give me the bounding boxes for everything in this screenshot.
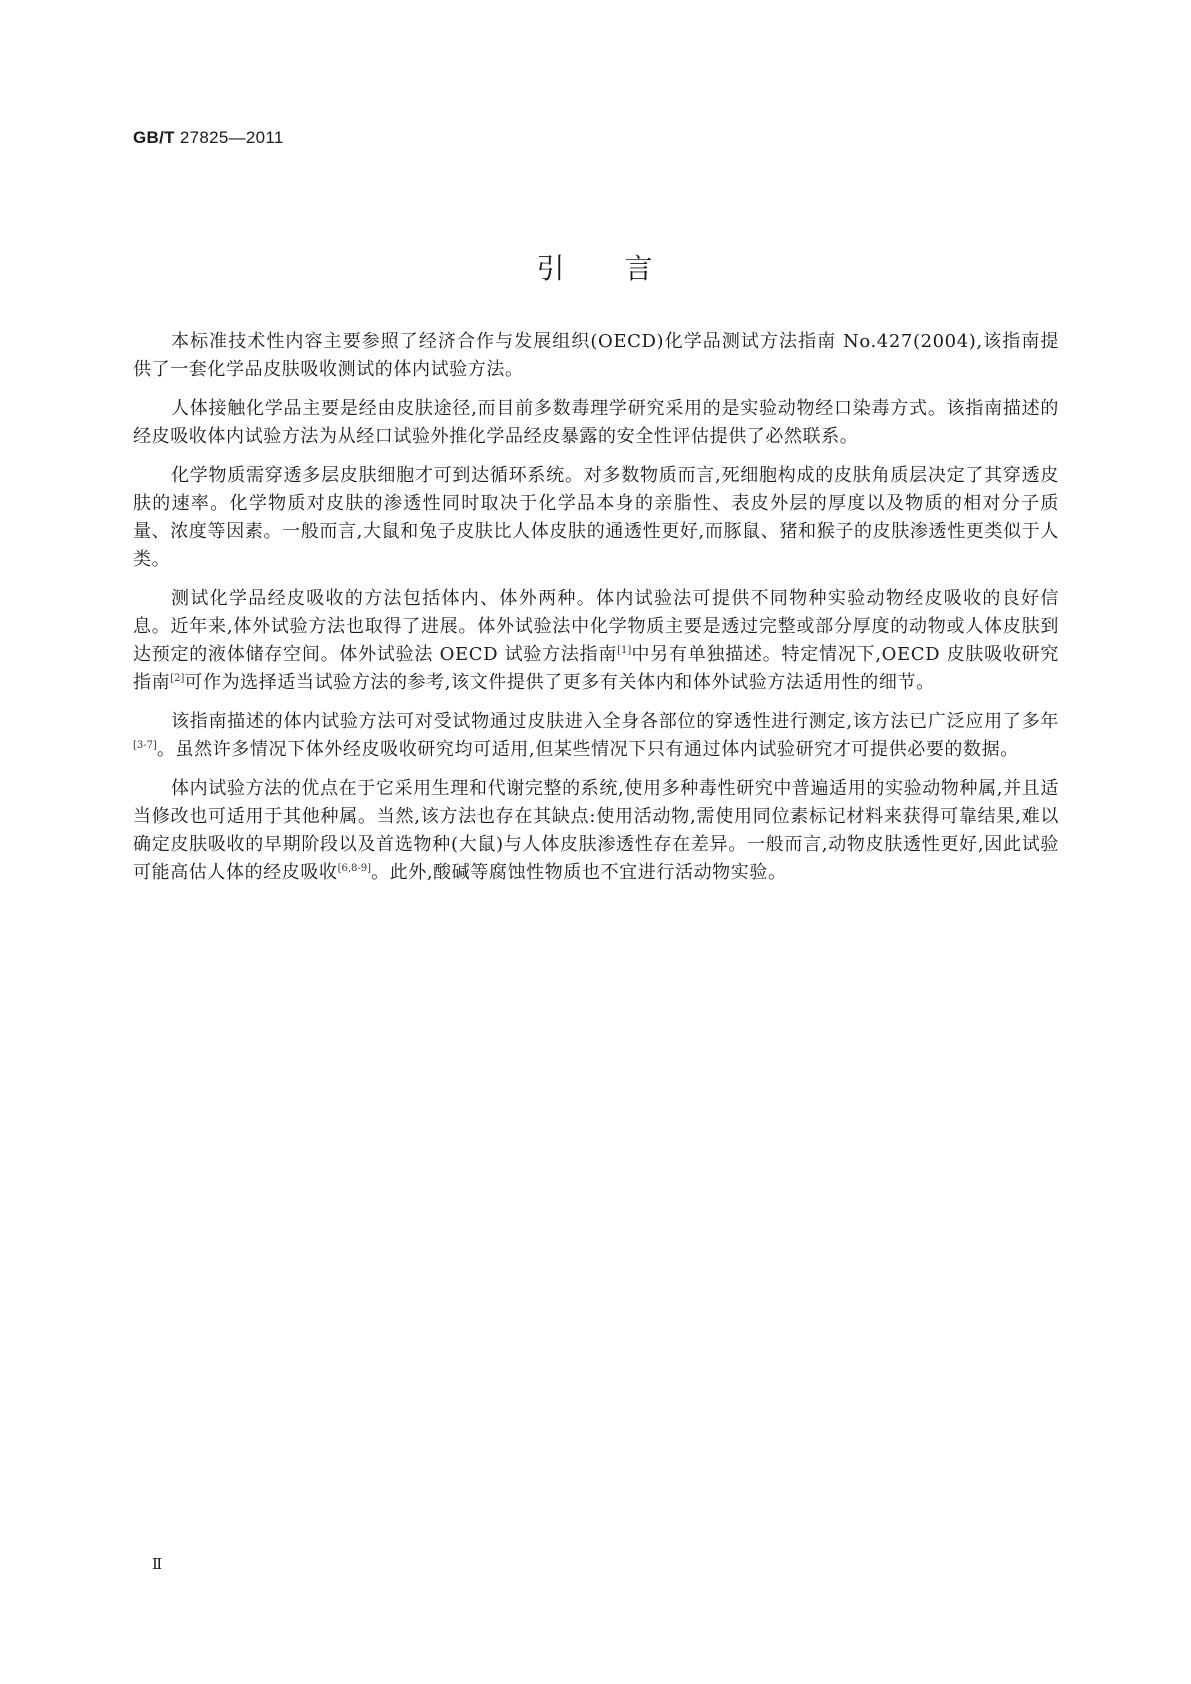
page-number: Ⅱ [152, 1555, 163, 1573]
page-title [0, 247, 1191, 287]
paragraph-4-text-c: 可作为选择适当试验方法的参考,该文件提供了更多有关体内和体外试验方法适用性的细节。 [184, 672, 935, 693]
standard-number: 27825—2011 [174, 128, 284, 147]
title-char-2: 言 [624, 251, 655, 285]
reference-marker-1: [1] [617, 645, 632, 656]
paragraph-6-text-a: 体内试验方法的优点在于它采用生理和代谢完整的系统,使用多种毒性研究中普遍适用的实验动物种属,并且适当修改也可适用于其他种属。当然,该方法也存在其缺点:使用活动物,需使用同位素标记材料来获得可靠结果,难以确定皮肤吸收的早期阶段以及首选物种(大鼠)与人体皮肤渗透性存在差异。一般而言,动物皮肤透性更好,因此试验可能高估人体的经皮吸收 [133, 778, 1059, 883]
standard-prefix: GB/T [133, 128, 175, 147]
paragraph-5-text-b: 。虽然许多情况下体外经皮吸收研究均可适用,但某些情况下只有通过体内试验研究才可提供必要的数据。 [156, 739, 1019, 760]
title-char-1: 引 [536, 251, 567, 285]
reference-marker-3-7: [3-7] [133, 740, 157, 751]
paragraph-3: 化学物质需穿透多层皮肤细胞才可到达循环系统。对多数物质而言,死细胞构成的皮肤角质层决定了其穿透皮肤的速率。化学物质对皮肤的渗透性同时取决于化学品本身的亲脂性、表皮外层的厚度以及物质的相对分子质量、浓度等因素。一般而言,大鼠和兔子皮肤比人体皮肤的通透性更好,而豚鼠、猪和猴子的皮肤渗透性更类似于人类。 [133, 465, 1059, 570]
standard-code [133, 128, 284, 148]
paragraph-6 [133, 775, 1059, 887]
paragraph-4 [133, 585, 1059, 697]
paragraph-5-text-a: 该指南描述的体内试验方法可对受试物通过皮肤进入全身各部位的穿透性进行测定,该方法已广泛应用了多年 [171, 711, 1059, 732]
paragraph-2: 人体接触化学品主要是经由皮肤途径,而目前多数毒理学研究采用的是实验动物经口染毒方式。该指南描述的经皮吸收体内试验方法为从经口试验外推化学品经皮暴露的安全性评估提供了必然联系。 [133, 398, 1059, 447]
reference-marker-2: [2] [170, 673, 185, 684]
introduction-body [133, 328, 1059, 898]
paragraph-4-text-b: 中另有单独描述。特定情况下,OECD 皮肤吸收研究指南 [133, 644, 1060, 693]
paragraph-1: 本标准技术性内容主要参照了经济合作与发展组织(OECD)化学品测试方法指南 No.427(2004),该指南提供了一套化学品皮肤吸收测试的体内试验方法。 [133, 331, 1059, 380]
paragraph-6-text-b: 。此外,酸碱等腐蚀性物质也不宜进行活动物实验。 [371, 862, 787, 883]
paragraph-5 [133, 708, 1059, 764]
reference-marker-6-8-9: [6,8-9] [337, 863, 372, 874]
paragraph-4-text-a: 测试化学品经皮吸收的方法包括体内、体外两种。体内试验法可提供不同物种实验动物经皮吸收的良好信息。近年来,体外试验方法也取得了进展。体外试验法中化学物质主要是透过完整或部分厚度的动物或人体皮肤到达预定的液体储存空间。体外试验法 OECD 试验方法指南 [133, 588, 1059, 665]
